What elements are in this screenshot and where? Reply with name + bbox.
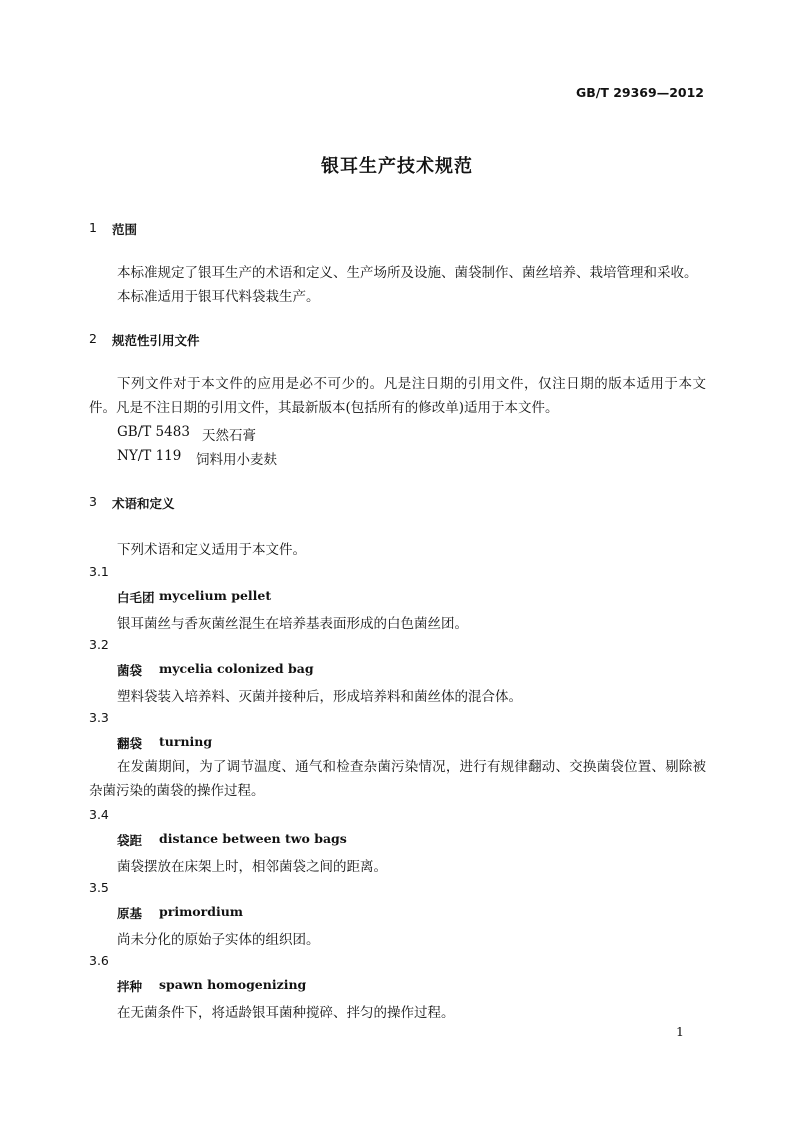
term-number: 3.6 [89,953,109,968]
section-number: 1 [89,220,97,235]
reference-name: 饲料用小麦麸 [196,452,277,468]
section-title: 规范性引用文件 [112,333,200,348]
term-chinese: 袋距 [117,833,143,848]
term-chinese: 拌种 [117,979,143,994]
term-chinese: 白毛团 [117,590,155,605]
term-english: distance between two bags [159,831,347,846]
term-definition: 塑料袋装入培养料、灭菌并接种后，形成培养料和菌丝体的混合体。 [117,689,522,705]
reference-name: 天然石膏 [202,428,256,444]
term-number: 3.2 [89,637,109,652]
paragraph: 下列术语和定义适用于本文件。 [117,542,306,558]
term-definition: 在发菌期间，为了调节温度、通气和检查杂菌污染情况，进行有规律翻动、交换菌袋位置、剔除被杂菌污染的菌袋的操作过程。 [89,759,706,799]
term-english: mycelia colonized bag [159,661,314,676]
standard-code: GB/T 29369—2012 [575,85,704,100]
term-english: primordium [159,904,244,919]
section-number: 3 [89,494,97,509]
term-chinese: 翻袋 [117,736,143,751]
term-number: 3.5 [89,880,109,895]
page-number: 1 [676,1024,684,1039]
term-english: mycelium pellet [159,588,272,603]
term-number: 3.1 [89,564,109,579]
reference-code: GB/T 5483 [117,424,190,440]
paragraph: 本标准适用于银耳代料袋栽生产。 [117,289,320,305]
section-number: 2 [89,331,97,346]
document-title: 银耳生产技术规范 [321,156,473,177]
term-english: turning [159,734,213,749]
term-english: spawn homogenizing [159,977,307,992]
term-definition: 在无菌条件下，将适龄银耳菌种搅碎、拌匀的操作过程。 [117,1005,455,1021]
paragraph: 下列文件对于本文件的应用是必不可少的。凡是注日期的引用文件，仅注日期的版本适用于本文件。凡是不注日期的引用文件，其最新版本(包括所有的修改单)适用于本文件。 [89,376,706,416]
term-chinese: 原基 [117,906,143,921]
term-definition: 菌袋摆放在床架上时，相邻菌袋之间的距离。 [117,859,387,875]
section-title: 范围 [112,222,138,237]
paragraph: 本标准规定了银耳生产的术语和定义、生产场所及设施、菌袋制作、菌丝培养、栽培管理和采收。 [117,265,698,281]
term-number: 3.3 [89,710,109,725]
term-chinese: 菌袋 [117,663,143,678]
term-definition: 尚未分化的原始子实体的组织团。 [117,932,320,948]
reference-code: NY/T 119 [117,448,182,464]
term-definition: 银耳菌丝与香灰菌丝混生在培养基表面形成的白色菌丝团。 [117,616,468,632]
term-number: 3.4 [89,807,109,822]
section-title: 术语和定义 [112,496,175,511]
